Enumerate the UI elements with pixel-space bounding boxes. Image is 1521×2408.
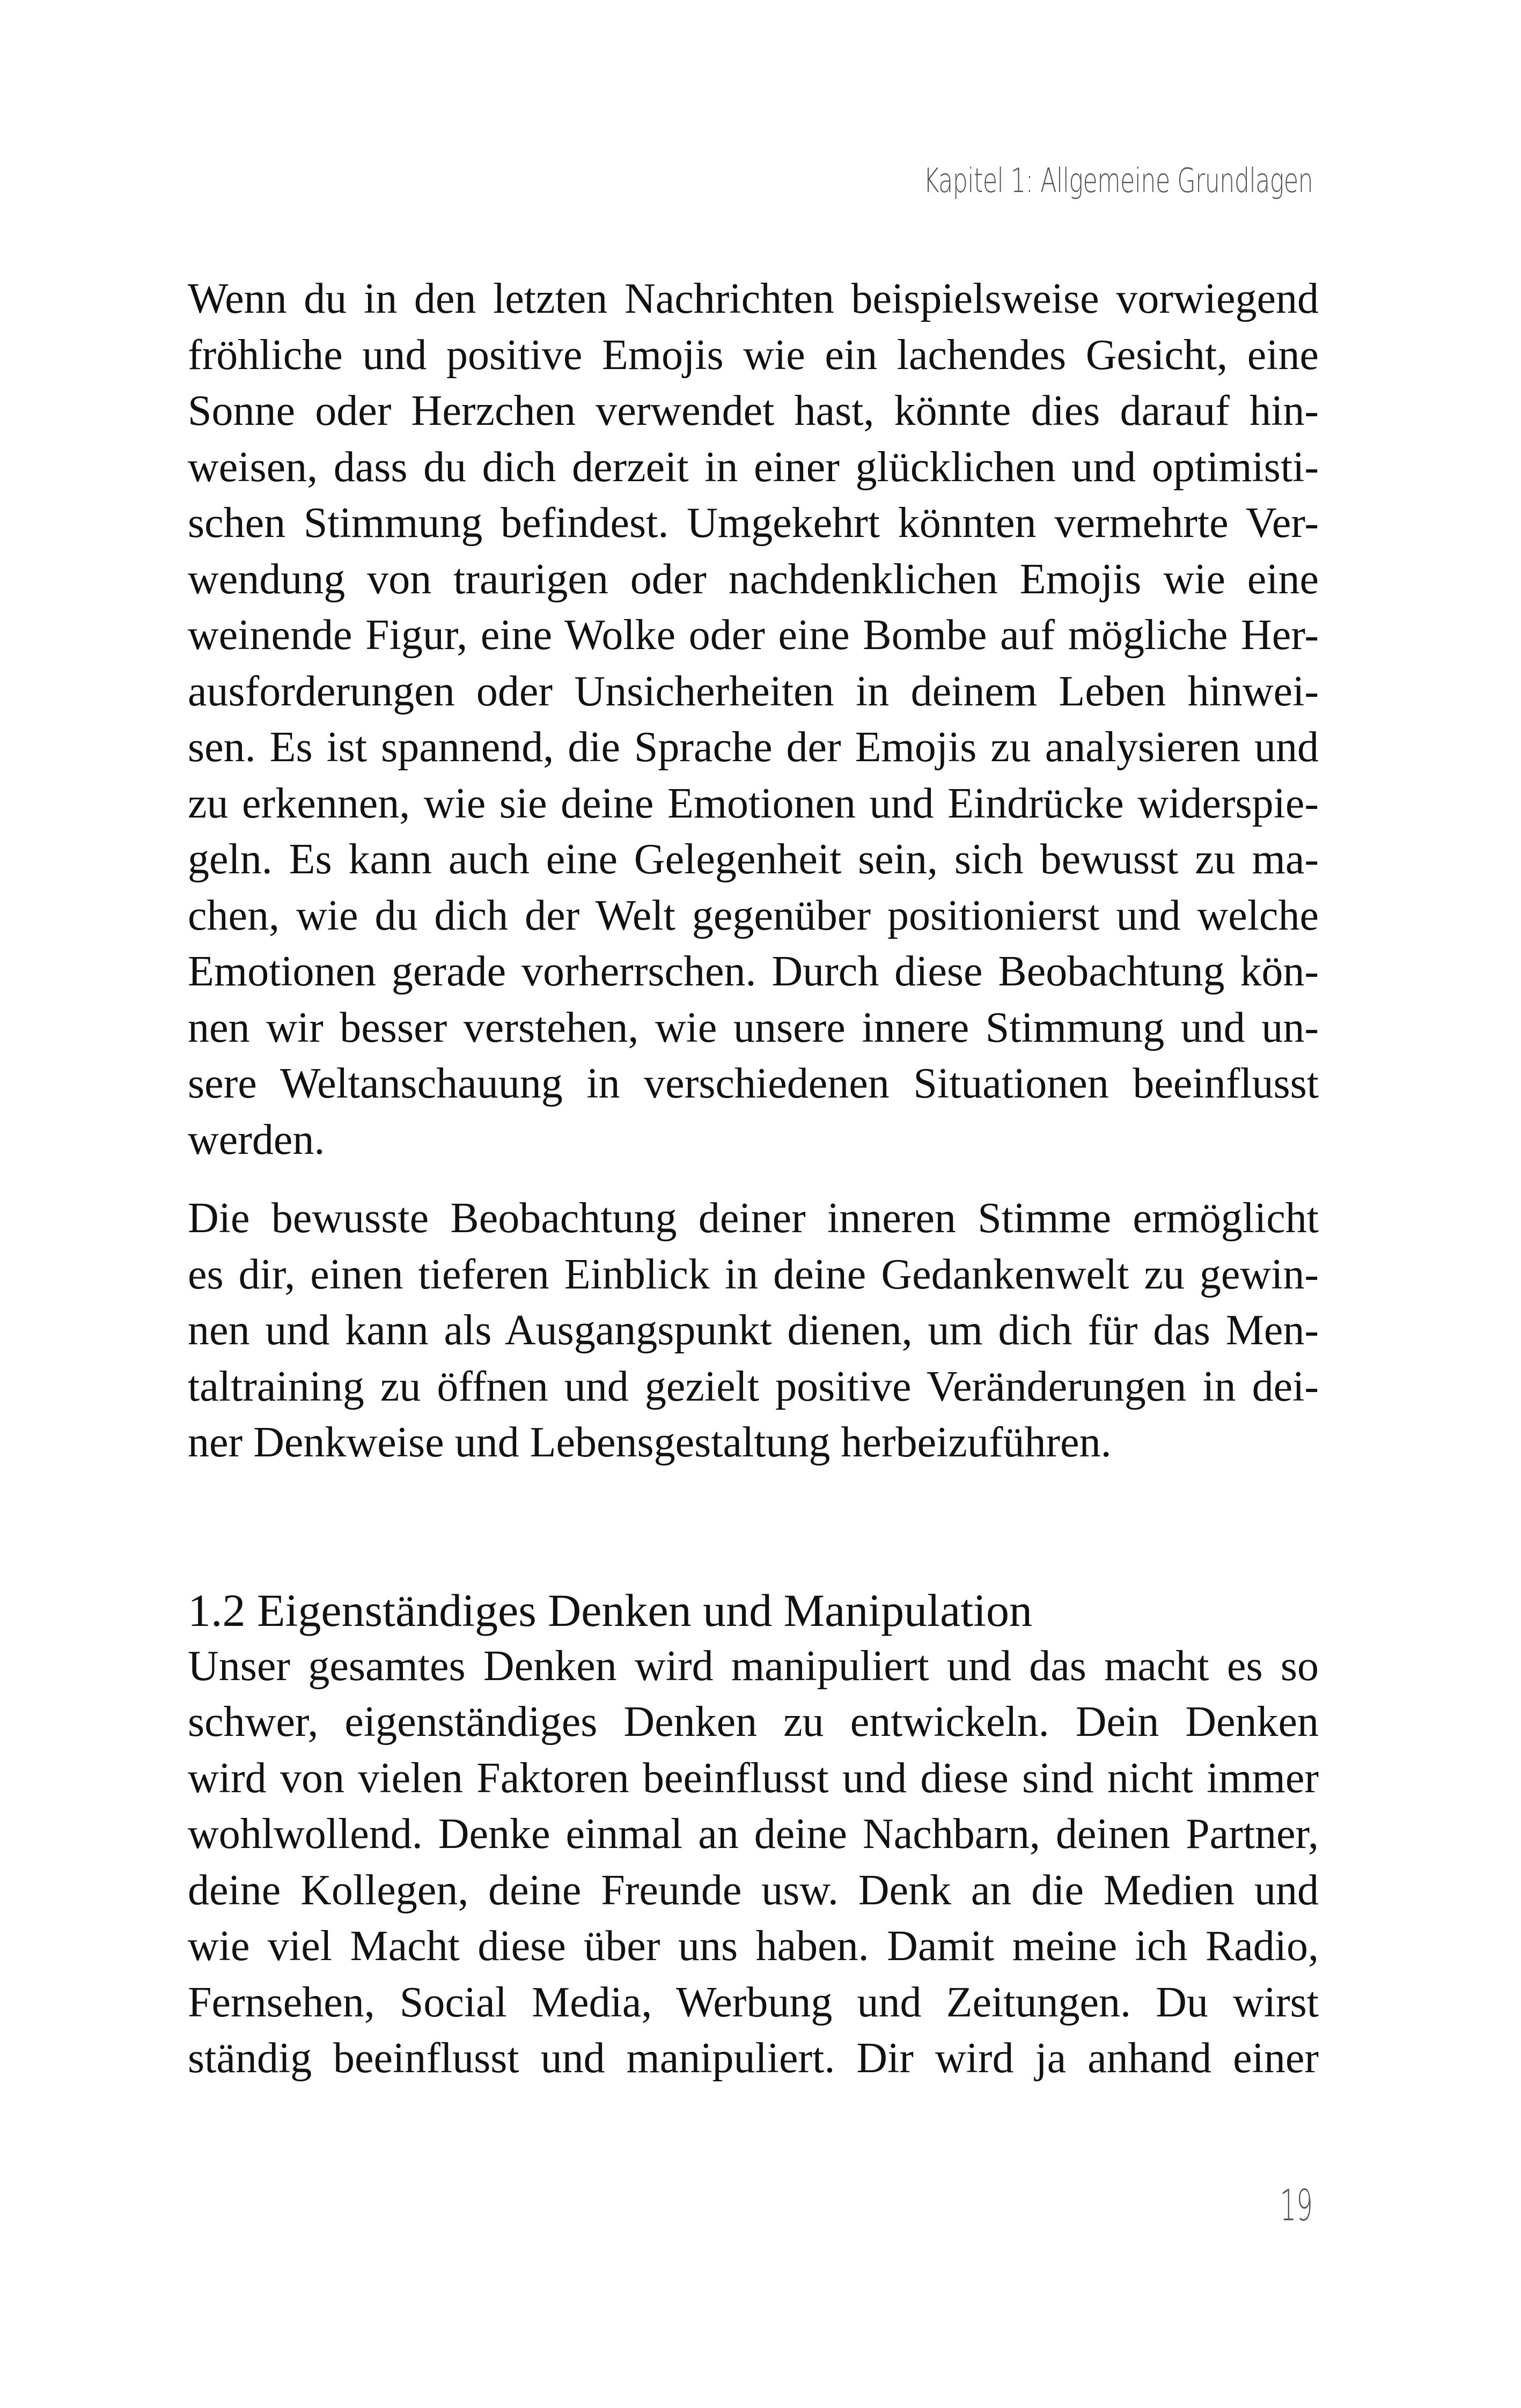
text-line: Emotionen gerade vorherrschen. Durch diese Beobachtung kön- — [188, 948, 1319, 995]
text-line: schwer, eigenständiges Denken zu entwickeln. Dein Denken — [188, 1698, 1319, 1746]
text-line: schen Stimmung befindest. Umgekehrt könnten vermehrte Ver- — [188, 499, 1319, 547]
text-line: Sonne oder Herzchen verwendet hast, könnte dies darauf hin- — [188, 387, 1319, 435]
text-line: nen wir besser verstehen, wie unsere innere Stimmung und un- — [188, 1004, 1319, 1051]
text-line: Wenn du in den letzten Nachrichten beispielsweise vorwiegend — [188, 275, 1319, 322]
running-header: Kapitel 1: Allgemeine Grundlagen — [923, 161, 1313, 200]
page-number: 19 — [1280, 2181, 1313, 2230]
paragraph-emoji-analysis — [188, 271, 1319, 1168]
text-line: taltraining zu öffnen und gezielt positive Veränderungen in dei- — [188, 1363, 1319, 1410]
text-line: Unser gesamtes Denken wird manipuliert und das macht es so — [188, 1642, 1319, 1690]
text-line: weinende Figur, eine Wolke oder eine Bombe auf mögliche Her- — [188, 612, 1319, 659]
page-body — [188, 271, 1319, 2087]
text-line: sere Weltanschauung in verschiedenen Situationen beeinflusst — [188, 1060, 1319, 1107]
paragraph-inner-voice — [188, 1190, 1319, 1471]
text-line: zu erkennen, wie sie deine Emotionen und Eindrücke widerspie- — [188, 779, 1319, 827]
text-line: Fernsehen, Social Media, Werbung und Zeitungen. Du wirst — [188, 1978, 1319, 2026]
paragraph-manipulation — [188, 1638, 1319, 2087]
text-line: ständig beeinflusst und manipuliert. Dir wird ja anhand einer — [188, 2035, 1319, 2082]
text-line: wohlwollend. Denke einmal an deine Nachbarn, deinen Partner, — [188, 1810, 1319, 1858]
section-heading: 1.2 Eigenständiges Denken und Manipulation — [188, 1584, 1032, 1636]
text-line: ausforderungen oder Unsicherheiten in deinem Leben hinwei- — [188, 667, 1319, 715]
text-line: werden. — [188, 1116, 325, 1164]
text-line: es dir, einen tieferen Einblick in deine Gedankenwelt zu gewin- — [188, 1250, 1319, 1298]
text-line: geln. Es kann auch eine Gelegenheit sein, sich bewusst zu ma- — [188, 836, 1319, 883]
text-line: fröhliche und positive Emojis wie ein lachendes Gesicht, eine — [188, 331, 1319, 379]
text-line: wird von vielen Faktoren beeinflusst und diese sind nicht immer — [188, 1754, 1319, 1802]
text-line: weisen, dass du dich derzeit in einer glücklichen und optimisti- — [188, 443, 1319, 491]
text-line: wie viel Macht diese über uns haben. Damit meine ich Radio, — [188, 1923, 1319, 1970]
text-line: chen, wie du dich der Welt gegenüber positionierst und welche — [188, 892, 1319, 939]
text-line: sen. Es ist spannend, die Sprache der Emojis zu analysieren und — [188, 724, 1319, 771]
text-line: nen und kann als Ausgangspunkt dienen, um dich für das Men- — [188, 1307, 1319, 1354]
text-line: Die bewusste Beobachtung deiner inneren Stimme ermöglicht — [188, 1195, 1319, 1242]
text-line: wendung von traurigen oder nachdenklichen Emojis wie eine — [188, 555, 1319, 603]
text-line: deine Kollegen, deine Freunde usw. Denk an die Medien und — [188, 1866, 1319, 1914]
text-line: ner Denkweise und Lebensgestaltung herbeizuführen. — [188, 1419, 1112, 1466]
